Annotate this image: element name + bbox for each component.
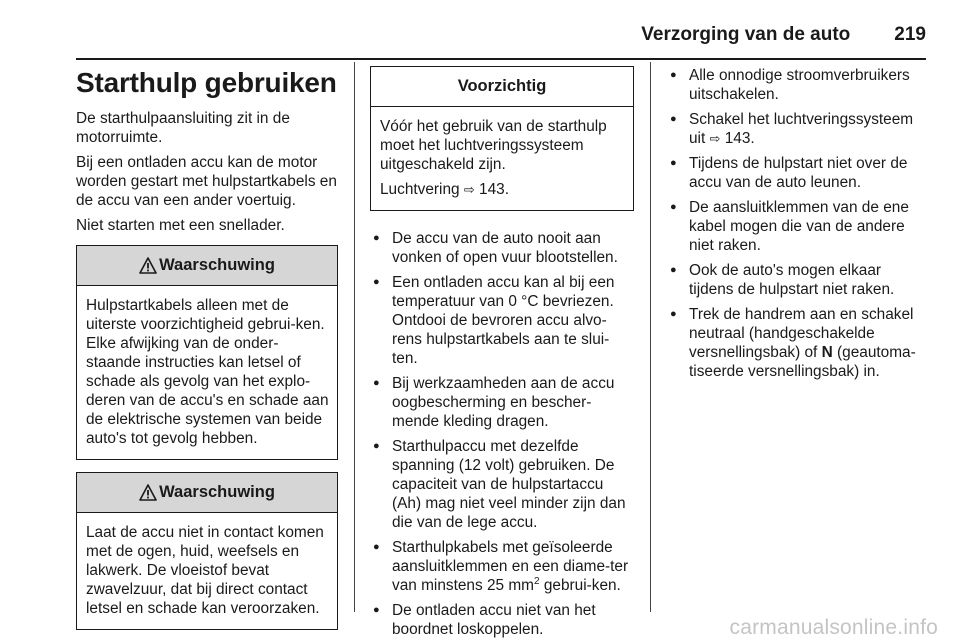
list-item: ● Starthulpaccu met dezelfde spanning (12 volt) gebruiken. De capaciteit van de hulpstartaccu (Ah) mag niet veel minder zijn dan die van de lege accu. [370,437,634,532]
reference-label: Luchtvering [380,181,460,198]
caution-header: Voorzichtig [371,67,633,107]
list-item [667,305,929,381]
warning-triangle-icon [139,257,157,274]
left-column [76,62,338,630]
list-item [370,538,634,595]
list-item: ● De ontladen accu niet van het boordnet loskoppelen. [370,601,634,639]
warning-text: Hulpstartkabels alleen met de uiterste voorzichtigheid gebrui-ken. Elke afwijking van de onder-staande instructies kan letsel of schade als gevolg van het explo-deren van de accu's en schade aan de elektrische systemen van beide auto's tot gevolg hebben. [86,297,329,447]
column-divider [354,62,355,612]
caution-body [371,107,633,210]
list-item: ● De aansluitklemmen van de ene kabel mogen die van de andere niet raken. [667,198,929,255]
warning-title: Waarschuwing [159,256,275,274]
caution-text: Vóór het gebruik van de starthulp moet het luchtveringssysteem uitgeschakeld zijn. [380,118,607,173]
watermark: carmanualsonline.info [729,616,938,639]
item-text: Trek de handrem aan en schakel neutraal (handgeschakelde versnellingsbak) of [689,306,914,361]
paragraph: Bij een ontladen accu kan de motor worden gestart met hulpstartkabels en de accu van een ander voertuig. [76,154,337,209]
warning-text: Laat de accu niet in contact komen met de ogen, huid, weefsels en lakwerk. De vloeistof bevat zwavelzuur, dat bij direct contact letsel en schade kan veroorzaken. [86,524,324,617]
section-title: Verzorging van de auto [641,24,851,45]
list-item: ● Alle onnodige stroomverbruikers uitschakelen. [667,66,929,104]
warning-title: Waarschuwing [159,483,275,501]
paragraph: De starthulpaansluiting zit in de motorruimte. [76,110,290,146]
reference-page: 143. [479,181,510,198]
bullet-list [370,229,634,639]
page-header [76,24,926,60]
bullet-list [667,66,929,381]
main-heading: Starthulp gebruiken [76,67,337,98]
caution-box [370,66,634,211]
item-text: Schakel het luchtveringssysteem uit [689,111,914,147]
caution-reference [380,180,625,199]
column-divider [650,62,651,612]
list-item [667,110,929,148]
item-text: gebrui-ken. [539,577,621,594]
list-item: ● Ook de auto's mogen elkaar tijdens de hulpstart niet raken. [667,261,929,299]
page-reference-icon: ⇨ [709,131,721,146]
item-text: Starthulpkabels met geïsoleerde aansluitklemmen en een diame-ter van minstens 25 mm [392,539,629,594]
warning-box [76,245,338,460]
reference-page: 143. [720,130,755,147]
page-number: 219 [894,24,926,45]
right-column [667,62,929,387]
list-item: ● Bij werkzaamheden aan de accu oogbescherming en bescher-mende kleding dragen. [370,374,634,431]
warning-triangle-icon [139,484,157,501]
superscript: 2 [534,575,540,587]
warning-header [77,473,337,513]
item-text: (geautoma-tiseerde versnellingsbak) in. [689,344,916,380]
middle-column [370,62,634,642]
list-item: ● Een ontladen accu kan al bij een temperatuur van 0 °C bevriezen. Ontdooi de bevroren accu alvo-rens hulpstartkabels aan te slui-ten. [370,273,634,368]
gear-position-label: N [821,344,833,361]
list-item: ● De accu van de auto nooit aan vonken of open vuur blootstellen. [370,229,634,267]
list-item: ● Tijdens de hulpstart niet over de accu van de auto leunen. [667,154,929,192]
page-reference-icon: ⇨ [463,182,475,197]
paragraph: Niet starten met een snellader. [76,217,285,234]
warning-header [77,246,337,286]
warning-box [76,472,338,630]
